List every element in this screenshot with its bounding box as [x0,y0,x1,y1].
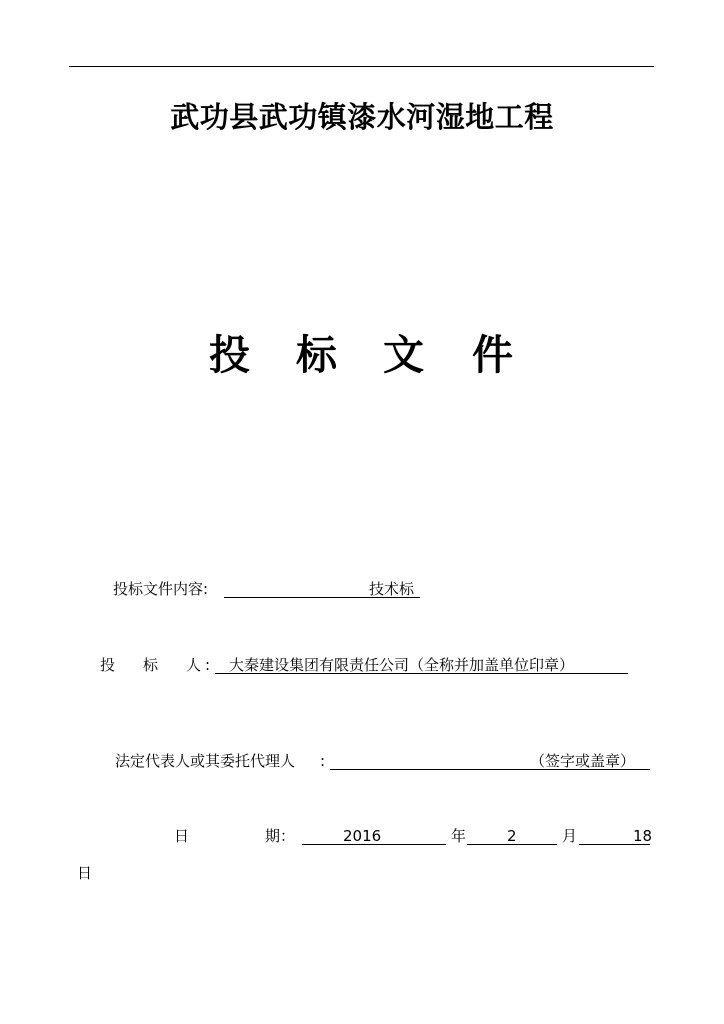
representative-colon: : [320,752,326,770]
representative-label: 法定代表人或其委托代理人 [115,752,296,770]
date-month-unit: 月 [562,827,578,845]
project-title: 武功县武功镇漆水河湿地工程 [170,100,554,134]
date-month-value: 2 [507,827,517,845]
bidder-label-char: 投 [100,656,116,674]
date-label-char: 日 [174,827,190,845]
doc-title-char: 标 [296,331,337,379]
representative-value: （签字或盖章） [530,752,636,770]
document-title [0,330,724,380]
date-day-unit: 日 [77,864,93,882]
content-label: 投标文件内容: [113,580,209,598]
bidder-value: 大秦建设集团有限责任公司（全称并加盖单位印章） [229,656,575,674]
doc-title-char: 投 [209,331,250,379]
header-rule [69,66,654,67]
bidder-colon: : [205,656,211,674]
doc-title-char: 文 [383,331,424,379]
date-year-unit: 年 [451,827,467,845]
date-label-char: 期： [265,827,296,845]
date-day-value: 18 [633,827,653,845]
doc-title-char: 件 [472,331,513,379]
bidder-label-char: 人 [186,656,202,674]
bidder-label-char: 标 [143,656,159,674]
date-year-value: 2016 [343,827,382,845]
content-value: 技术标 [369,580,415,598]
